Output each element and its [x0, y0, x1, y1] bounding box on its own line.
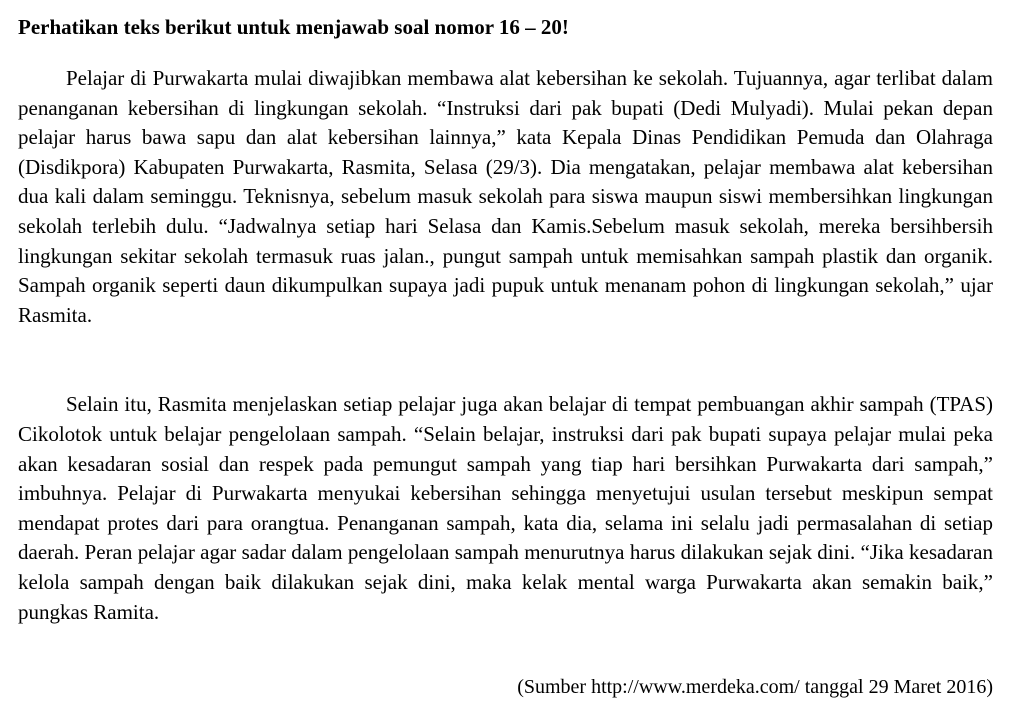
article-paragraph-2: Selain itu, Rasmita menjelaskan setiap pelajar juga akan belajar di tempat pembuangan akhir sampah (TPAS) Cikolotok untuk belajar pengelolaan sampah. “Selain belajar, instruksi dari pak bupati supaya pelajar mulai peka akan kesadaran sosial dan respek pada pemungut sampah yang tiap hari bersihkan Purwakarta dari sampah,” imbuhnya. Pelajar di Purwakarta menyukai kebersihan sehingga menyetujui usulan tersebut meskipun sempat mendapat protes dari para orangtua. Penanganan sampah, kata dia, selama ini selalu jadi permasalahan di setiap daerah. Peran pelajar agar sadar dalam pengelolaan sampah menurutnya harus dilakukan sejak dini. “Jika kesadaran kelola sampah dengan baik dilakukan sejak dini, maka kelak mental warga Purwakarta akan semakin baik,” pungkas Ramita. — [18, 392, 993, 624]
article-paragraph-1: Pelajar di Purwakarta mulai diwajibkan membawa alat kebersihan ke sekolah. Tujuannya, agar terlibat dalam penanganan kebersihan di lingkungan sekolah. “Instruksi dari pak bupati (Dedi Mulyadi). Mulai pekan depan pelajar harus bawa sapu dan alat kebersihan lainnya,” kata Kepala Dinas Pendidikan Pemuda dan Olahraga (Disdikpora) Kabupaten Purwakarta, Rasmita, Selasa (29/3). Dia mengatakan, pelajar membawa alat kebersihan dua kali dalam seminggu. Teknisnya, sebelum masuk sekolah para siswa maupun siswi membersihkan lingkungan sekolah terlebih dulu. “Jadwalnya setiap hari Selasa dan Kamis.Sebelum masuk sekolah, mereka bersihbersih lingkungan sekitar sekolah termasuk ruas jalan., pungut sampah untuk memisahkan sampah plastik dan organik. Sampah organik seperti daun dikumpulkan supaya jadi pupuk untuk menanam pohon di lingkungan sekolah,” ujar Rasmita. — [18, 66, 993, 327]
instruction-heading: Perhatikan teks berikut untuk menjawab soal nomor 16 – 20! — [18, 15, 569, 39]
source-citation: (Sumber http://www.merdeka.com/ tanggal 29 Maret 2016) — [517, 676, 993, 698]
document-page — [18, 14, 993, 627]
